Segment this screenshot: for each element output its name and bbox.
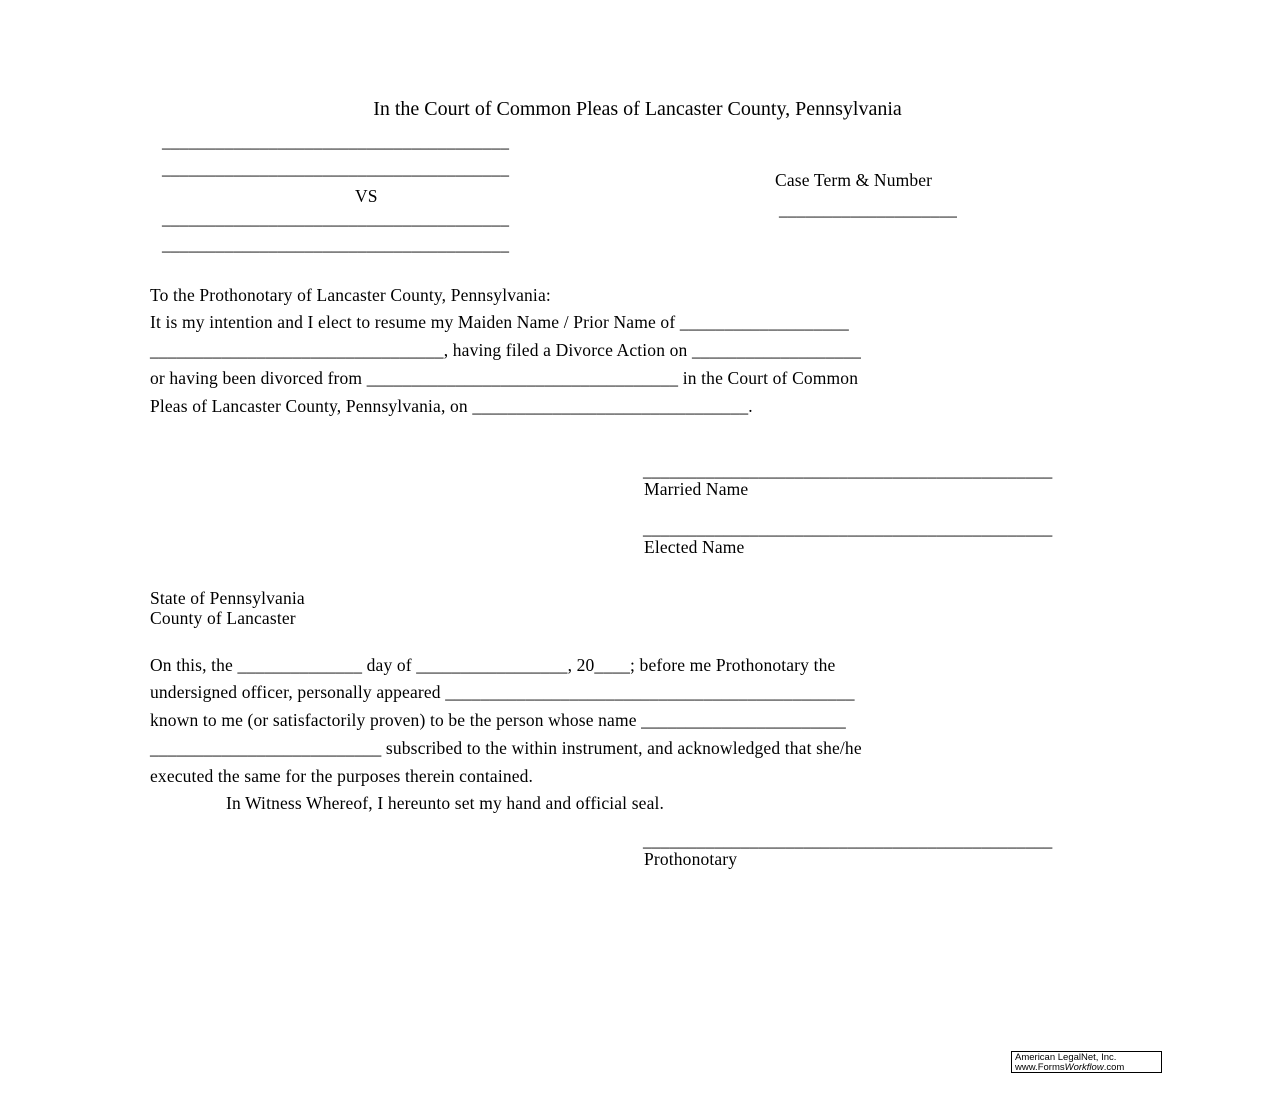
election-line-4[interactable]: Pleas of Lancaster County, Pennsylvania, on _______________________________. bbox=[150, 396, 753, 416]
case-term-field[interactable]: ____________________ bbox=[779, 199, 957, 219]
acknowledgment-line-1[interactable]: On this, the ______________ day of _________________, 20____; before me Prothonotary the bbox=[150, 655, 836, 675]
addressee-line: To the Prothonotary of Lancaster County, Pennsylvania: bbox=[150, 285, 551, 305]
election-line-1[interactable]: It is my intention and I elect to resume my Maiden Name / Prior Name of ___________________ bbox=[150, 312, 849, 332]
venue-county: County of Lancaster bbox=[150, 608, 296, 628]
page-title: In the Court of Common Pleas of Lancaster County, Pennsylvania bbox=[373, 98, 902, 120]
publisher-logo bbox=[1011, 1051, 1162, 1073]
acknowledgment-line-2[interactable]: undersigned officer, personally appeared ______________________________________________ bbox=[150, 682, 855, 702]
acknowledgment-line-4[interactable]: __________________________ subscribed to the within instrument, and acknowledged that she/he bbox=[150, 738, 862, 758]
prothonotary-label: Prothonotary bbox=[644, 849, 738, 869]
elected-name-label: Elected Name bbox=[644, 537, 745, 557]
married-name-signature-line[interactable]: ______________________________________________ bbox=[643, 460, 1053, 480]
publisher-website: www.FormsWorkflow.com bbox=[1015, 1062, 1125, 1073]
party-line-3[interactable]: _______________________________________ bbox=[162, 208, 510, 228]
acknowledgment-line-3[interactable]: known to me (or satisfactorily proven) to be the person whose name _______________________ bbox=[150, 710, 846, 730]
witness-statement: In Witness Whereof, I hereunto set my hand and official seal. bbox=[226, 793, 665, 813]
prothonotary-signature-line[interactable]: ______________________________________________ bbox=[643, 830, 1053, 850]
election-line-3[interactable]: or having been divorced from ___________________________________ in the Court of Common bbox=[150, 368, 859, 388]
party-line-2[interactable]: _______________________________________ bbox=[162, 158, 510, 178]
election-line-2[interactable]: _________________________________, having filed a Divorce Action on ___________________ bbox=[150, 340, 862, 360]
versus-label: VS bbox=[355, 186, 378, 206]
case-term-label: Case Term & Number bbox=[775, 170, 933, 190]
publisher-name: American LegalNet, Inc. bbox=[1015, 1052, 1117, 1063]
acknowledgment-line-5: executed the same for the purposes therein contained. bbox=[150, 766, 534, 786]
venue-state: State of Pennsylvania bbox=[150, 588, 305, 608]
party-line-4[interactable]: _______________________________________ bbox=[162, 234, 510, 254]
elected-name-signature-line[interactable]: ______________________________________________ bbox=[643, 518, 1053, 538]
married-name-label: Married Name bbox=[644, 479, 749, 499]
party-line-1[interactable]: _______________________________________ bbox=[162, 131, 510, 151]
